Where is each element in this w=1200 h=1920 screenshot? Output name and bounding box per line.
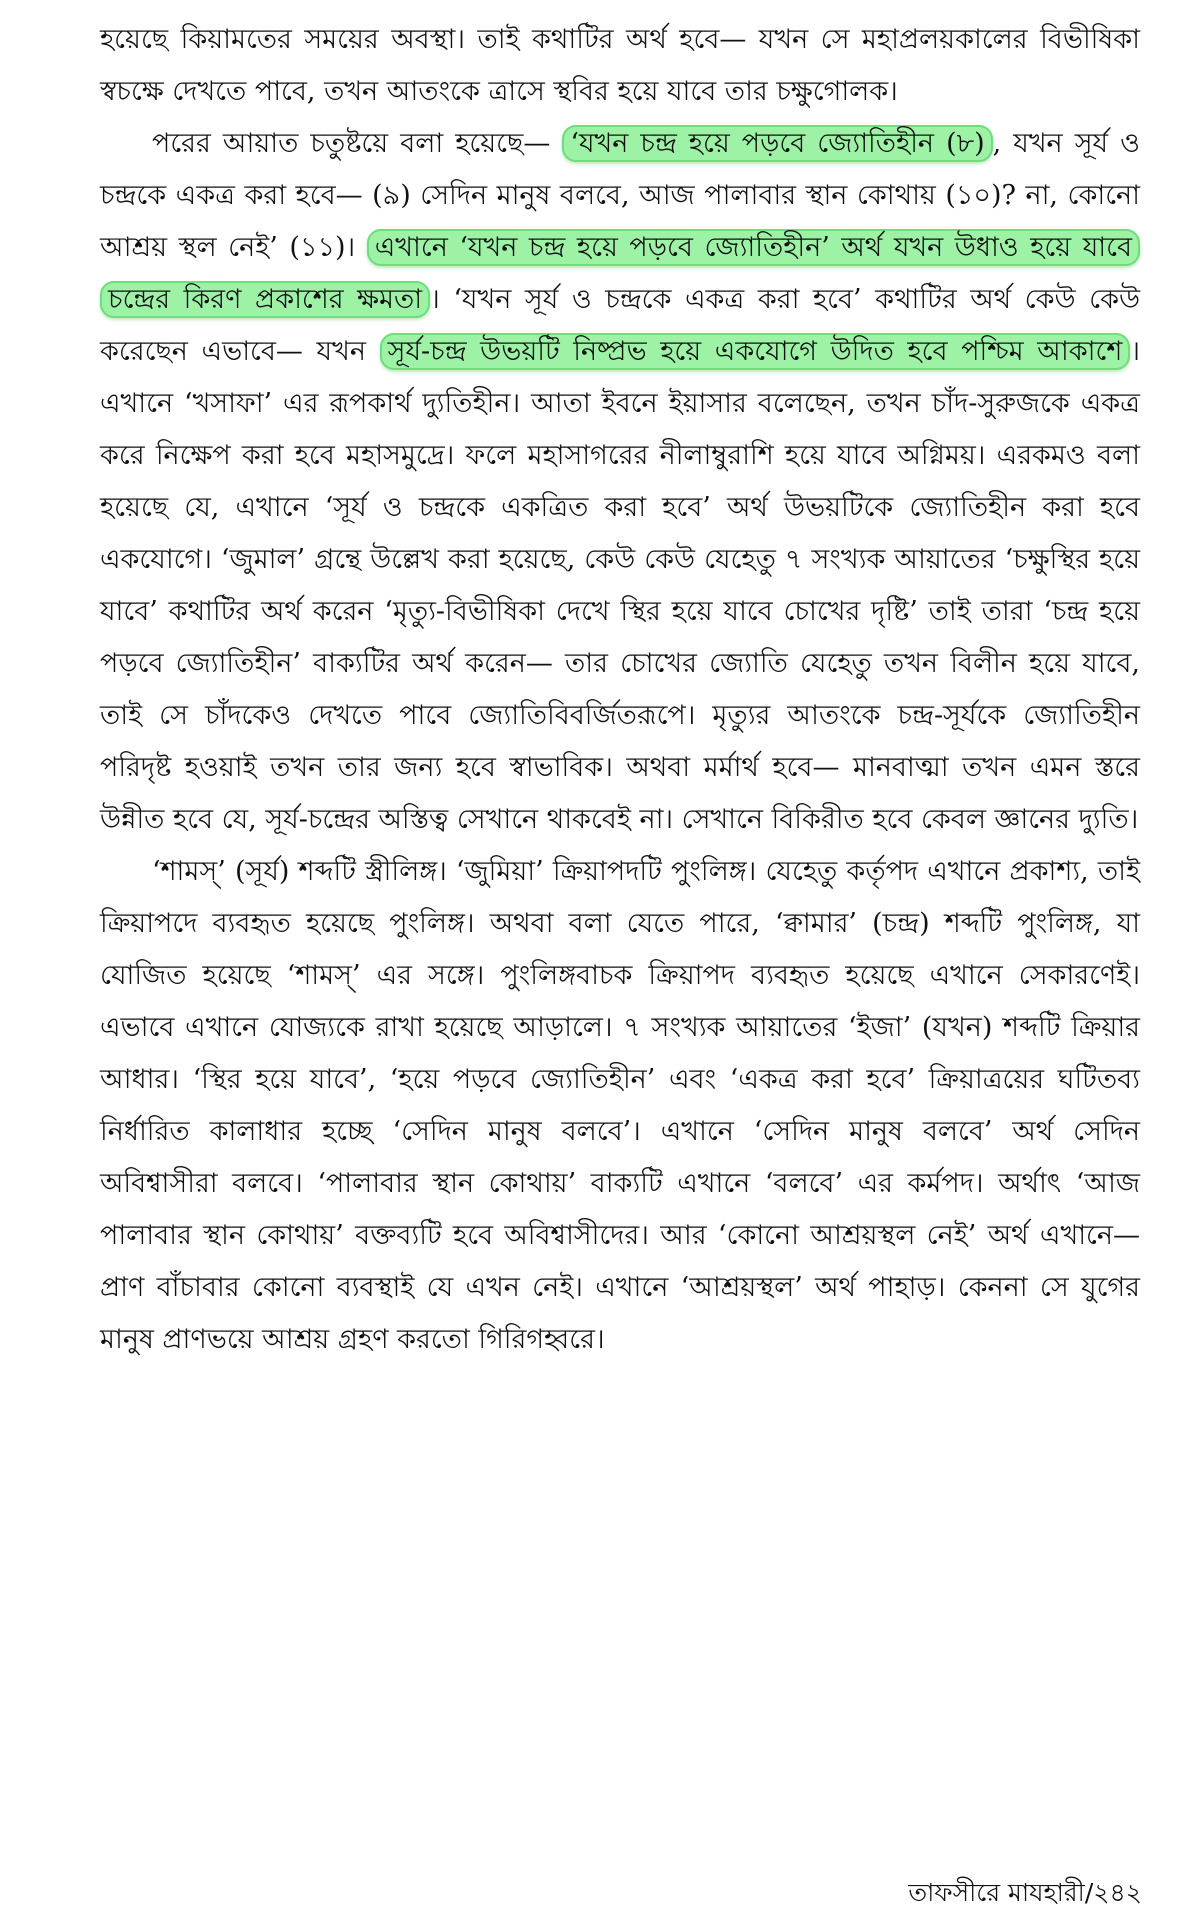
- highlight-moon-meaning: এখানে ‘যখন চন্দ্র হয়ে পড়বে জ্যোতিহীন’ অর্থ যখন উধাও হয়ে যাবে চন্দ্রের কিরণ প্রকাশের ক্ষমতা: [100, 229, 1140, 318]
- paragraph-2-text-2: , যখন সূর্য ও চন্দ্রকে একত্র করা হবে— (৯) সেদিন মানুষ বলবে, আজ পালাবার স্থান কোথায় (১০)? না, কোনো আশ্রয় স্থল নেই’ (১১)।: [100, 128, 1140, 263]
- page-body: [100, 14, 1140, 1366]
- paragraph-3: [100, 846, 1140, 1366]
- paragraph-2-text-4: । এখানে ‘খসাফা’ এর রূপকার্থ দ্যুতিহীন। আতা ইবনে ইয়াসার বলেছেন, তখন চাঁদ-সুরুজকে একত্র করে নিক্ষেপ করা হবে মহাসমুদ্রে। ফলে মহাসাগরের নীলাম্বুরাশি হয়ে যাবে অগ্নিময়। এরকমও বলা হয়েছে যে, এখানে ‘সূর্য ও চন্দ্রকে একত্রিত করা হবে’ অর্থ উভয়টিকে জ্যোতিহীন করা হবে একযোগে। ‘জুমাল’ গ্রন্থে উল্লেখ করা হয়েছে, কেউ কেউ যেহেতু ৭ সংখ্যক আয়াতের ‘চক্ষুস্থির হয়ে যাবে’ কথাটির অর্থ করেন ‘মৃত্যু-বিভীষিকা দেখে স্থির হয়ে যাবে চোখের দৃষ্টি’ তাই তারা ‘চন্দ্র হয়ে পড়বে জ্যোতিহীন’ বাক্যটির অর্থ করেন— তার চোখের জ্যোতি যেহেতু তখন বিলীন হয়ে যাবে, তাই সে চাঁদকেও দেখতে পাবে জ্যোতিবিবর্জিতরূপে। মৃত্যুর আতংকে চন্দ্র-সূর্যকে জ্যোতিহীন পরিদৃষ্ট হওয়াই তখন তার জন্য হবে স্বাভাবিক। অথবা মর্মার্থ হবে— মানবাত্মা তখন এমন স্তরে উন্নীত হবে যে, সূর্য-চন্দ্রের অস্তিত্ব সেখানে থাকবেই না। সেখানে বিকিরীত হবে কেবল জ্ঞানের দ্যুতি।: [100, 336, 1140, 835]
- highlight-sun-moon-west: সূর্য-চন্দ্র উভয়টি নিষ্প্রভ হয়ে একযোগে উদিত হবে পশ্চিম আকাশে: [380, 333, 1131, 370]
- paragraph-2: [100, 118, 1140, 846]
- paragraph-2-text-3: । ‘যখন সূর্য ও চন্দ্রকে একত্র করা হবে’ কথাটির অর্থ কেউ কেউ করেছেন এভাবে— যখন: [100, 284, 1140, 367]
- paragraph-2-text-1: পরের আয়াত চতুষ্টয়ে বলা হয়েছে—: [152, 128, 563, 159]
- paragraph-1-text: হয়েছে কিয়ামতের সময়ের অবস্থা। তাই কথাটির অর্থ হবে— যখন সে মহাপ্রলয়কালের বিভীষিকা স্বচক্ষে দেখতে পাবে, তখন আতংকে ত্রাসে স্থবির হয়ে যাবে তার চক্ষুগোলক।: [100, 24, 1140, 107]
- page-footer: তাফসীরে মাযহারী/২৪২: [908, 1878, 1142, 1907]
- highlight-verse-quote: ‘যখন চন্দ্র হয়ে পড়বে জ্যোতিহীন (৮): [562, 125, 992, 162]
- paragraph-3-text: ‘শামস্’ (সূর্য) শব্দটি স্ত্রীলিঙ্গ। ‘জুমিয়া’ ক্রিয়াপদটি পুংলিঙ্গ। যেহেতু কর্তৃপদ এখানে প্রকাশ্য, তাই ক্রিয়াপদে ব্যবহৃত হয়েছে পুংলিঙ্গ। অথবা বলা যেতে পারে, ‘ক্বামার’ (চন্দ্র) শব্দটি পুংলিঙ্গ, যা যোজিত হয়েছে ‘শামস্’ এর সঙ্গে। পুংলিঙ্গবাচক ক্রিয়াপদ ব্যবহৃত হয়েছে এখানে সেকারণেই। এভাবে এখানে যোজ্যকে রাখা হয়েছে আড়ালে। ৭ সংখ্যক আয়াতের ‘ইজা’ (যখন) শব্দটি ক্রিয়ার আধার। ‘স্থির হয়ে যাবে’, ‘হয়ে পড়বে জ্যোতিহীন’ এবং ‘একত্র করা হবে’ ক্রিয়াত্রয়ের ঘটিতব্য নির্ধারিত কালাধার হচ্ছে ‘সেদিন মানুষ বলবে’। এখানে ‘সেদিন মানুষ বলবে’ অর্থ সেদিন অবিশ্বাসীরা বলবে। ‘পালাবার স্থান কোথায়’ বাক্যটি এখানে ‘বলবে’ এর কর্মপদ। অর্থাৎ ‘আজ পালাবার স্থান কোথায়’ বক্তব্যটি হবে অবিশ্বাসীদের। আর ‘কোনো আশ্রয়স্থল নেই’ অর্থ এখানে— প্রাণ বাঁচাবার কোনো ব্যবস্থাই যে এখন নেই। এখানে ‘আশ্রয়স্থল’ অর্থ পাহাড়। কেননা সে যুগের মানুষ প্রাণভয়ে আশ্রয় গ্রহণ করতো গিরিগহ্বরে।: [100, 856, 1140, 1355]
- paragraph-1: [100, 14, 1140, 118]
